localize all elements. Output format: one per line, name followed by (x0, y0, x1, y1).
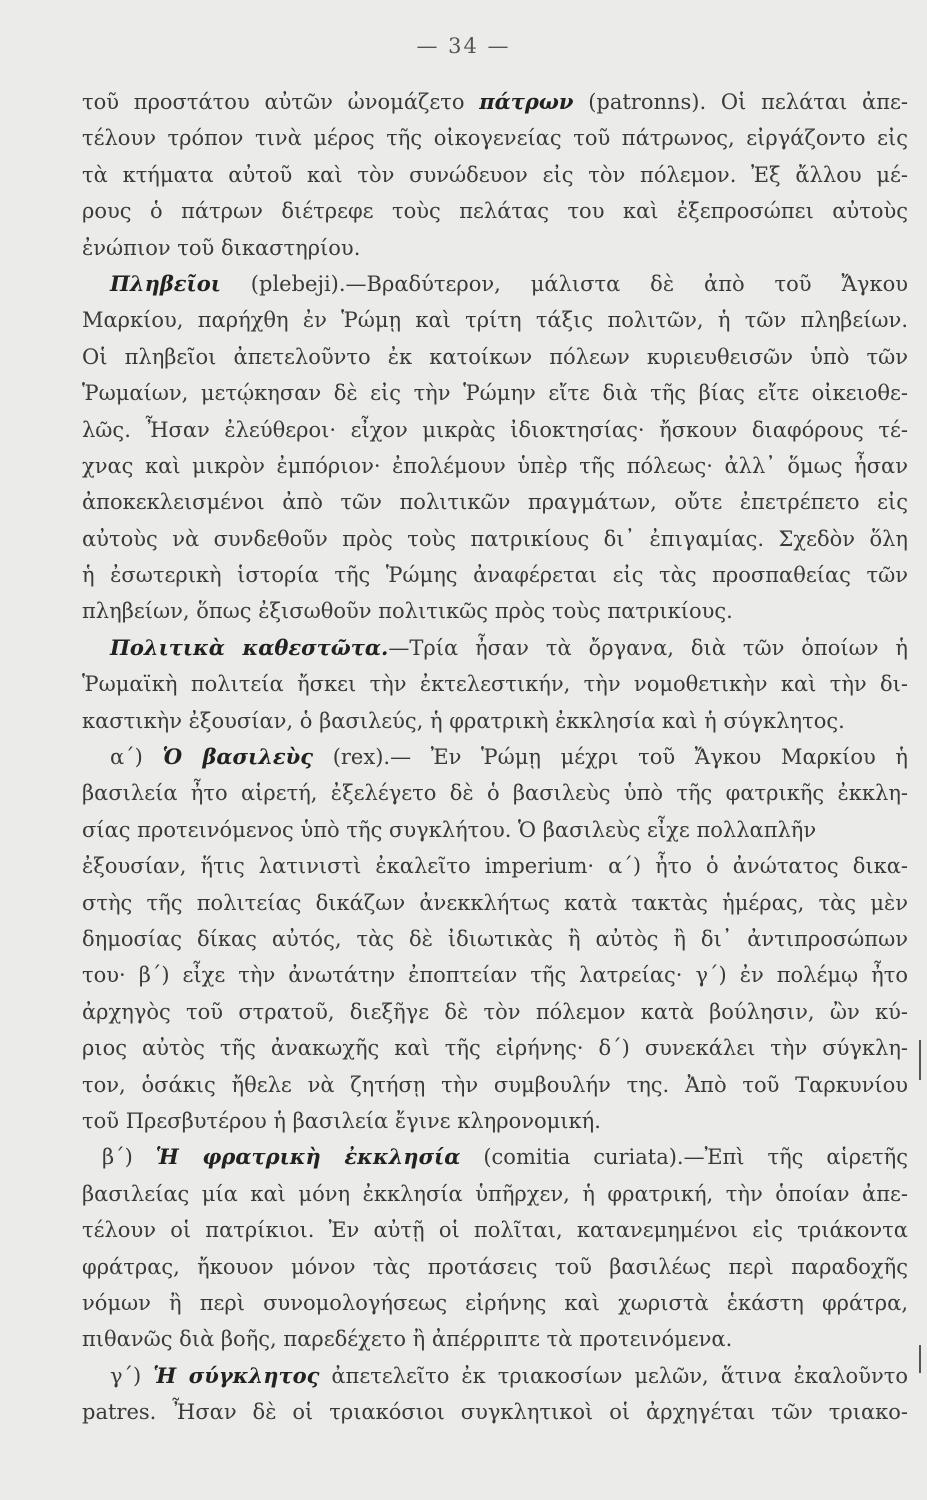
text-line (82, 593, 908, 629)
text-line (82, 848, 908, 884)
text-line (82, 1394, 908, 1430)
text-line (82, 1321, 908, 1357)
text-run: βασιλεία ἦτο αἱρετή, ἐξελέγετο δὲ ὁ βασιλεὺς ὑπὸ τῆς φατρικῆς ἐκκλη- (82, 781, 908, 806)
text-run: αὐτοὺς νὰ συνδεθοῦν πρὸς τοὺς πατρικίους δι᾽ ἐπιγαμίας. Σχεδὸν ὅλη (82, 526, 908, 551)
heading-term: Ἡ σύγκλητος (153, 1362, 320, 1388)
text-line (82, 885, 908, 921)
text-run: (rex).— Ἐν Ῥώμῃ μέχρι τοῦ Ἄγκου Μαρκίου ἡ (313, 745, 908, 770)
text-run: (plebeji).—Βραδύτερον, μάλιστα δὲ ἀπὸ τοῦ Ἄγκου (220, 271, 908, 296)
heading-term: Ὁ βασιλεὺς (162, 744, 314, 770)
text-run: τοῦ προστάτου αὐτῶν ὠνομάζετο (82, 90, 480, 114)
text-run: ἀρχηγὸς τοῦ στρατοῦ, διεξῆγε δὲ τὸν πόλεμον κατὰ βούλησιν, ὢν κύ- (82, 999, 908, 1024)
text-line (82, 120, 908, 156)
text-run: α΄) (110, 745, 163, 770)
text-line (82, 412, 908, 448)
heading-term: Ἡ φρατρικὴ ἐκκλησία (155, 1144, 461, 1170)
text-run: —Τρία ἦσαν τὰ ὄργανα, διὰ τῶν ὁποίων ἡ (388, 635, 908, 660)
body-text (82, 84, 908, 1430)
text-run: στὴς τῆς πολιτείας δικάζων ἀνεκκλήτως κατὰ τακτὰς ἡμέρας, τὰς μὲν (82, 890, 908, 915)
text-line (82, 775, 908, 811)
text-line (82, 921, 908, 957)
text-line (82, 994, 908, 1030)
text-run: φράτρας, ἤκουον μόνον τὰς προτάσεις τοῦ βασιλέως περὶ παραδοχῆς (82, 1254, 908, 1279)
text-run: ἐξουσίαν, ἥτις λατινιστὶ ἐκαλεῖτο imperium· α΄) ἦτο ὁ ἀνώτατος δικα- (82, 854, 908, 879)
text-line (82, 666, 908, 702)
page-edge-mark (919, 1345, 921, 1373)
text-line (82, 157, 908, 193)
text-run: Ῥωμαϊκὴ πολιτεία ἤσκει τὴν ἐκτελεστικήν, τὴν νομοθετικὴν καὶ τὴν δι- (82, 672, 908, 697)
text-run: τέλουν τρόπον τινὰ μέρος τῆς οἰκογενείας τοῦ πάτρωνος, εἰργάζοντο εἰς (82, 126, 908, 151)
text-line (82, 739, 908, 775)
text-line (82, 812, 908, 848)
text-line (82, 1139, 908, 1175)
heading-term: Πληβεῖοι (110, 270, 221, 296)
text-run: τον, ὁσάκις ἤθελε νὰ ζητήσῃ τὴν συμβουλήν της. Ἀπὸ τοῦ Ταρκυνίου (82, 1072, 908, 1097)
text-run: βασιλείας μία καὶ μόνη ἐκκλησία ὑπῆρχεν, ἡ φρατρική, τὴν ὁποίαν ἀπε- (82, 1181, 908, 1206)
text-run: ἀπετελεῖτο ἐκ τριακοσίων μελῶν, ἅτινα ἐκαλοῦντο (319, 1363, 908, 1388)
text-line (82, 1067, 908, 1103)
text-run: Οἱ πληβεῖοι ἀπετελοῦντο ἐκ κατοίκων πόλεων κυριευθεισῶν ὑπὸ τῶν (82, 344, 908, 369)
text-run: (comitia curiata).—Ἐπὶ τῆς αἱρετῆς (460, 1145, 908, 1170)
text-run: σίας προτεινόμενος ὑπὸ τῆς συγκλήτου. Ὁ βασιλεὺς εἶχε πολλαπλῆν (82, 817, 817, 842)
text-run: λῶς. Ἦσαν ἐλεύθεροι· εἶχον μικρὰς ἰδιοκτησίας· ἤσκουν διαφόρους τέ- (82, 417, 908, 442)
text-run: πληβείων, ὅπως ἐξισωθοῦν πολιτικῶς πρὸς τοὺς πατρικίους. (82, 599, 733, 624)
text-line (82, 230, 908, 266)
text-line (82, 1103, 908, 1139)
text-line (82, 339, 908, 375)
text-line (82, 193, 908, 229)
page-edge-mark (919, 1040, 921, 1080)
text-run: χνας καὶ μικρὸν ἐμπόριον· ἐπολέμουν ὑπὲρ τῆς πόλεως· ἀλλ᾽ ὅμως ἦσαν (82, 453, 908, 478)
text-line (82, 1249, 908, 1285)
text-run: τὰ κτήματα αὐτοῦ καὶ τὸν συνώδευον εἰς τὸν πόλεμον. Ἐξ ἄλλου μέ- (82, 162, 908, 187)
text-run: τοῦ Πρεσβυτέρου ἡ βασιλεία ἔγινε κληρονομική. (82, 1108, 601, 1133)
heading-term: πάτρων (479, 89, 574, 114)
text-run: ἐνώπιον τοῦ δικαστηρίου. (82, 235, 361, 260)
text-line (82, 1030, 908, 1066)
text-run: ριος αὐτὸς τῆς ἀνακωχῆς καὶ τῆς εἰρήνης· δ΄) συνεκάλει τὴν σύγκλη- (82, 1036, 908, 1061)
text-line (82, 302, 908, 338)
text-run: γ΄) (110, 1363, 154, 1388)
text-run: Μαρκίου, παρήχθη ἐν Ῥώμῃ καὶ τρίτη τάξις πολιτῶν, ἡ τῶν πληβείων. (82, 308, 908, 333)
text-line (82, 84, 908, 120)
text-run: καστικὴν ἐξουσίαν, ὁ βασιλεύς, ἡ φρατρικὴ ἐκκλησία καὶ ἡ σύγκλητος. (82, 708, 845, 733)
text-run: τέλουν οἱ πατρίκιοι. Ἐν αὐτῇ οἱ πολῖται, κατανεμημένοι εἰς τριάκοντα (82, 1218, 908, 1243)
text-line (82, 375, 908, 411)
text-line (82, 630, 908, 666)
heading-term: Πολιτικὰ καθεστῶτα. (110, 634, 389, 660)
text-line (82, 1285, 908, 1321)
text-run: του· β΄) εἶχε τὴν ἀνωτάτην ἐποπτείαν τῆς λατρείας· γ΄) ἐν πολέμῳ ἦτο (82, 963, 908, 988)
text-run: πιθανῶς διὰ βοῆς, παρεδέχετο ἢ ἀπέρριπτε τὰ προτεινόμενα. (82, 1327, 733, 1352)
text-run: νόμων ἢ περὶ συνομολογήσεως εἰρήνης καὶ χωριστὰ ἑκάστη φράτρα, (82, 1290, 908, 1315)
text-line (82, 1358, 908, 1394)
text-run: (patronns). Οἱ πελάται ἀπε- (573, 90, 908, 114)
text-line (82, 266, 908, 302)
text-run: patres. Ἦσαν δὲ οἱ τριακόσιοι συγκλητικοὶ οἱ ἀρχηγέται τῶν τριακο- (82, 1400, 908, 1425)
text-run: ἡ ἐσωτερικὴ ἱστορία τῆς Ῥώμης ἀναφέρεται εἰς τὰς προσπαθείας τῶν (82, 563, 908, 588)
text-line (82, 557, 908, 593)
text-run: δημοσίας δίκας αὐτός, τὰς δὲ ἰδιωτικὰς ἢ αὐτὸς ἢ δι᾽ ἀντιπροσώπων (82, 926, 908, 951)
text-line (82, 521, 908, 557)
text-run: ρους ὁ πάτρων διέτρεφε τοὺς πελάτας του καὶ ἐξεπροσώπει αὐτοὺς (82, 199, 908, 224)
text-line (82, 1176, 908, 1212)
text-run: Ῥωμαίων, μετῴκησαν δὲ εἰς τὴν Ῥώμην εἴτε διὰ τῆς βίας εἴτε οἰκειοθε- (82, 381, 908, 406)
text-run: ἀποκεκλεισμένοι ἀπὸ τῶν πολιτικῶν πραγμάτων, οὔτε ἐπετρέπετο εἰς (82, 490, 908, 515)
text-line (82, 957, 908, 993)
text-line (82, 1212, 908, 1248)
text-run: β΄) (102, 1145, 156, 1170)
text-line (82, 703, 908, 739)
text-line (82, 448, 908, 484)
page-number: — 34 — (416, 34, 511, 58)
text-line (82, 484, 908, 520)
